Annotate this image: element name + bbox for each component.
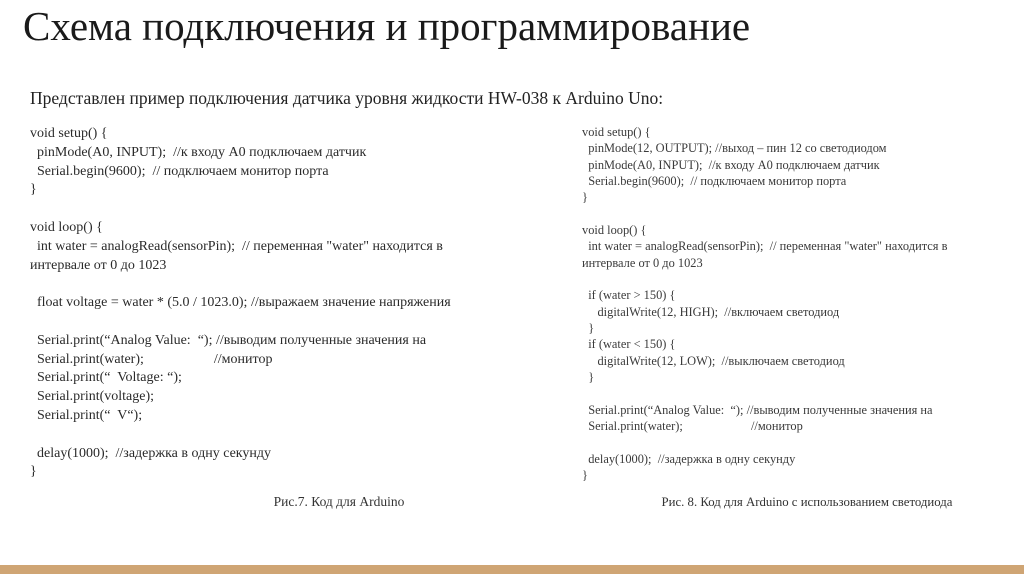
code-line: Serial.print(“Analog Value: “); //выводим полученные значения на — [30, 332, 427, 348]
code-line: Serial.print(water); //монитор — [30, 351, 273, 367]
code-line: Serial.print(water); //монитор — [582, 418, 803, 433]
code-line — [30, 313, 451, 332]
slide-subtitle: Представлен пример подключения датчика уровня жидкости HW-038 к Arduino Uno: — [30, 88, 664, 108]
code-line: int water = analogRead(sensorPin); // переменная "water" находится в — [30, 238, 443, 254]
code-line — [30, 275, 451, 294]
code-line: Serial.print(“Analog Value: “); //выводим полученные значения на — [582, 402, 933, 417]
slide-title: Схема подключения и программирование — [23, 3, 751, 49]
code-line: if (water > 150) { — [582, 288, 676, 303]
code-line: if (water < 150) { — [582, 337, 676, 352]
code-line: } — [30, 182, 37, 198]
code-line: float voltage = water * (5.0 / 1023.0); //выражаем значение напряжения — [30, 295, 451, 311]
code-line: pinMode(A0, INPUT); //к входу А0 подключаем датчик — [582, 157, 880, 172]
code-line: delay(1000); //задержка в одну секунду — [30, 445, 272, 461]
code-line: pinMode(12, OUTPUT); //выход – пин 12 со светодиодом — [582, 141, 887, 156]
code-line — [582, 206, 947, 222]
code-line: void loop() { — [582, 222, 647, 237]
code-line: } — [582, 190, 588, 205]
code-line: void setup() { — [582, 125, 651, 139]
code-line — [30, 426, 451, 445]
code-line: Serial.begin(9600); // подключаем монитор порта — [30, 163, 329, 179]
bottom-accent-bar — [0, 565, 1024, 574]
code-line — [582, 271, 947, 287]
code-line: int water = analogRead(sensorPin); // переменная "water" находится в — [582, 239, 948, 254]
code-line — [582, 385, 947, 401]
figure-caption-7: Рис.7. Код для Arduino — [273, 494, 405, 509]
figure-caption-8: Рис. 8. Код для Arduino с использованием светодиода — [661, 495, 953, 509]
code-line: Serial.print(voltage); — [30, 389, 155, 405]
code-line: void setup() { — [30, 126, 108, 141]
code-line: } — [582, 467, 588, 482]
code-line: void loop() { — [30, 219, 103, 235]
code-line: Serial.print(“ Voltage: “); — [30, 370, 182, 386]
code-line: Serial.print(“ V“); — [30, 407, 143, 423]
code-line: интервале от 0 до 1023 — [582, 255, 703, 270]
code-line: delay(1000); //задержка в одну секунду — [582, 451, 796, 466]
code-line: } — [582, 320, 595, 335]
arduino-code-led — [582, 124, 947, 483]
code-line: digitalWrite(12, HIGH); //включаем светодиод — [582, 304, 840, 319]
code-line: } — [30, 464, 37, 480]
code-line: Serial.begin(9600); // подключаем монитор порта — [582, 173, 847, 188]
arduino-code-basic — [30, 125, 451, 482]
code-line: } — [582, 369, 595, 384]
code-line: digitalWrite(12, LOW); //выключаем светодиод — [582, 353, 845, 368]
code-line — [582, 434, 947, 450]
code-line — [30, 200, 451, 219]
code-line: интервале от 0 до 1023 — [30, 257, 167, 273]
code-line: pinMode(A0, INPUT); //к входу А0 подключаем датчик — [30, 144, 367, 160]
